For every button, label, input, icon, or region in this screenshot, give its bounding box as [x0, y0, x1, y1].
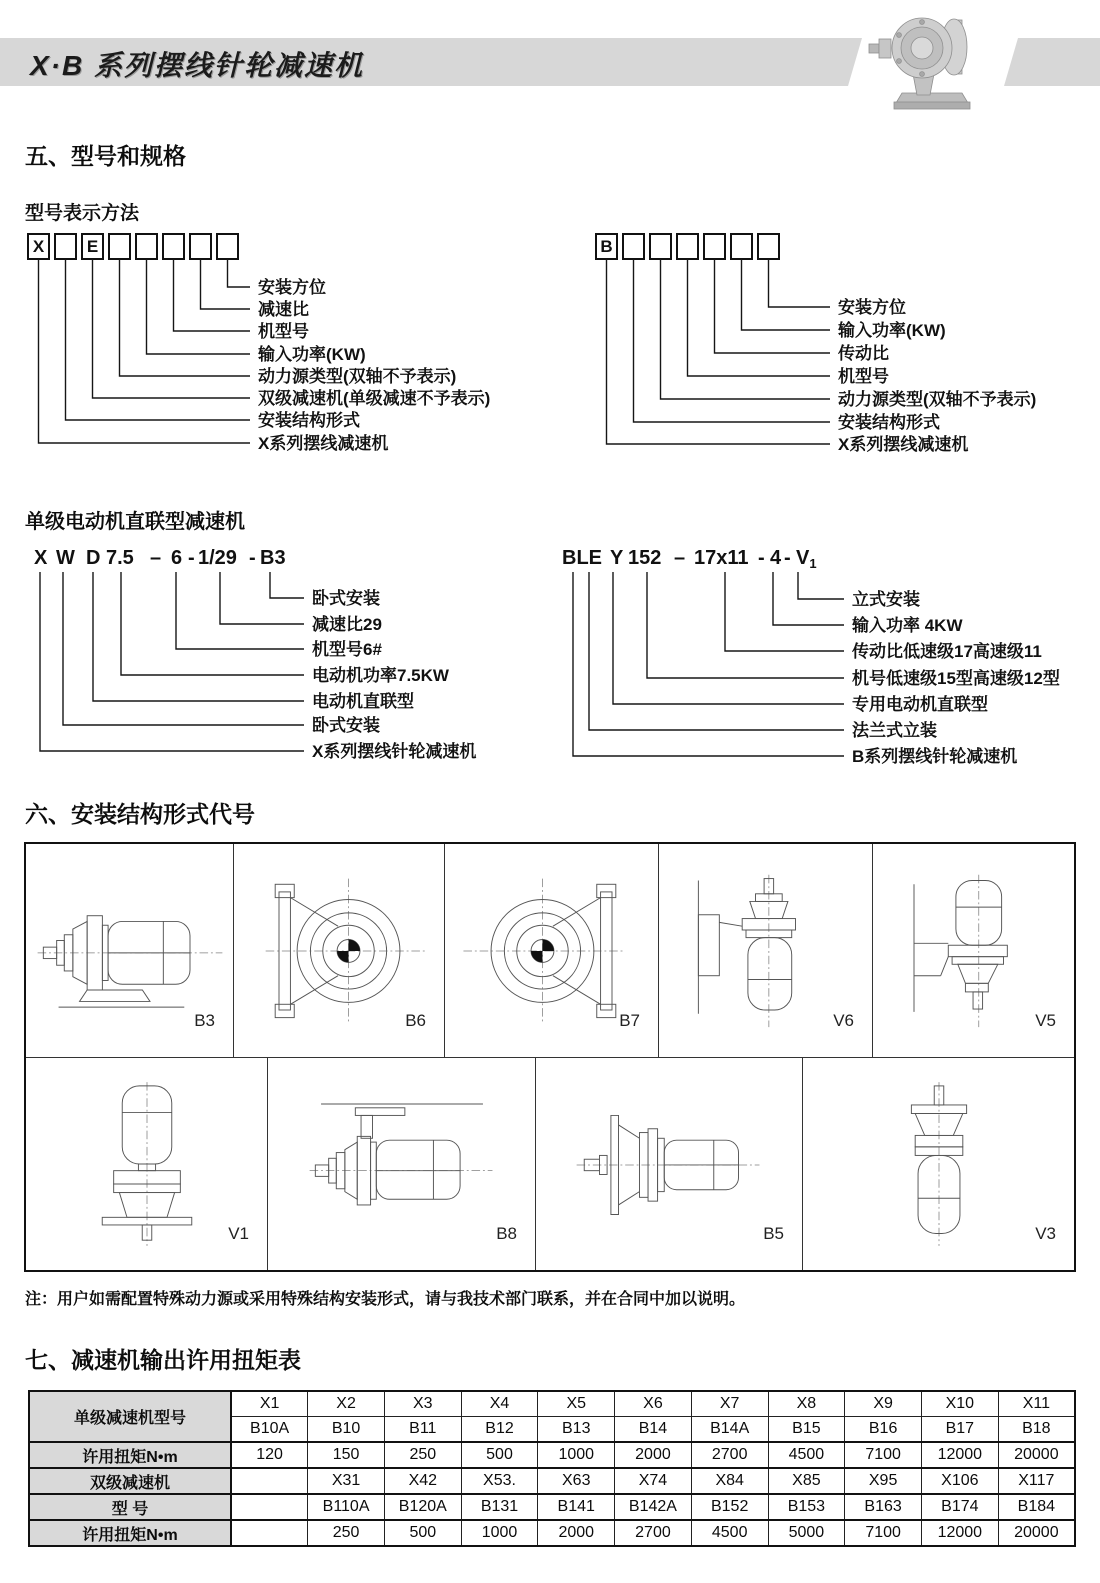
e-box-letter: E: [86, 237, 99, 256]
cell: [231, 1468, 308, 1494]
ble-example-diagram: [540, 542, 1100, 770]
cell: 2700: [691, 1442, 768, 1468]
table-row-double-x: [29, 1468, 1075, 1494]
b-box-letter: B: [600, 237, 613, 256]
cell: 12000: [921, 1520, 998, 1546]
reducer-photo: [866, 8, 996, 113]
x-code-label: 动力源类型(双轴不予表示): [258, 367, 457, 386]
cell: X106: [921, 1468, 998, 1494]
cell: B174: [921, 1494, 998, 1520]
mounting-code-label: V5: [1035, 1010, 1056, 1030]
mounting-cell-b8: [268, 1058, 536, 1271]
model-part: -: [249, 547, 256, 569]
mounting-cell-b6: [234, 844, 445, 1057]
cell: 1000: [538, 1442, 615, 1468]
cell: B120A: [384, 1494, 461, 1520]
xwd-label: 减速比29: [312, 615, 382, 634]
mounting-code-label: V6: [833, 1010, 854, 1030]
ble-label: 专用电动机直联型: [852, 695, 988, 714]
cell: X117: [998, 1468, 1075, 1494]
model-part: W: [56, 547, 75, 569]
cell: B142A: [615, 1494, 692, 1520]
model-part: Y: [610, 547, 624, 569]
x-code-label: 输入功率(KW): [258, 345, 366, 364]
model-part: –: [674, 547, 686, 569]
mounting-code-label: V3: [1035, 1224, 1056, 1243]
row-header-double-stage: 双级减速机: [29, 1468, 231, 1494]
mounting-code-label: V1: [228, 1224, 249, 1243]
model-part: -: [784, 547, 791, 569]
xwd-label: 电动机功率7.5KW: [312, 666, 449, 685]
ble-label: 传动比低速级17高速级11: [852, 642, 1042, 661]
b-code-label: 机型号: [838, 367, 889, 386]
cell: 500: [384, 1520, 461, 1546]
row-header-model: 型 号: [29, 1494, 231, 1520]
cell: B10: [308, 1417, 385, 1443]
cell: 2000: [538, 1520, 615, 1546]
model-part: D: [86, 547, 101, 569]
table-row-double-b: [29, 1494, 1075, 1520]
row-header-single-model: 单级减速机型号: [29, 1391, 231, 1442]
cell: 250: [308, 1520, 385, 1546]
mounting-code-label: B5: [763, 1224, 784, 1243]
b-code-label: 安装方位: [838, 298, 906, 317]
cell: B184: [998, 1494, 1075, 1520]
mounting-row-1: [26, 844, 1074, 1058]
model-part: BLE: [562, 547, 602, 569]
ble-label: 法兰式立装: [852, 721, 937, 740]
cell: 20000: [998, 1520, 1075, 1546]
cell: X95: [845, 1468, 922, 1494]
mounting-cell-b3: [26, 844, 234, 1057]
mounting-row-2: [26, 1058, 1074, 1271]
cell: 4500: [768, 1442, 845, 1468]
x-code-label: 安装方位: [258, 278, 326, 297]
b-code-label: X系列摆线减速机: [838, 435, 969, 454]
cell: [231, 1520, 308, 1546]
x-series-code-diagram: [20, 230, 550, 462]
mounting-cell-v6: [659, 844, 873, 1057]
cell: X63: [538, 1468, 615, 1494]
table-row-x-models: [29, 1391, 1075, 1417]
drawing-b8: [302, 1079, 502, 1249]
mounting-forms-grid: [24, 842, 1076, 1272]
ble-label: 立式安装: [852, 590, 920, 609]
cell: X4: [461, 1391, 538, 1417]
x-code-label: 机型号: [258, 322, 309, 341]
mounting-cell-v5: [873, 844, 1074, 1057]
page-title: X·B 系列摆线针轮减速机: [30, 50, 365, 81]
cell: 20000: [998, 1442, 1075, 1468]
cell: X53.: [461, 1468, 538, 1494]
table-row-double-torque: [29, 1520, 1075, 1546]
cell: 7100: [845, 1520, 922, 1546]
mounting-cell-v3: [803, 1058, 1074, 1271]
xwd-label: 机型号6#: [312, 640, 382, 659]
x-code-label: 双级减速机(单级减速不予表示): [258, 389, 491, 408]
cell: X42: [384, 1468, 461, 1494]
cell: 150: [308, 1442, 385, 1468]
section-seven-heading: 七、减速机输出许用扭矩表: [25, 1347, 301, 1373]
cell: B14: [615, 1417, 692, 1443]
mounting-code-label: B3: [194, 1010, 215, 1030]
row-header-single-torque: 许用扭矩N•m: [29, 1442, 231, 1468]
model-part: 4: [770, 547, 782, 569]
cell: 5000: [768, 1520, 845, 1546]
model-part: 17x11: [694, 547, 749, 569]
model-part: 6: [171, 547, 183, 569]
cell: B12: [461, 1417, 538, 1443]
model-method-heading: 型号表示方法: [25, 203, 140, 224]
drawing-v3: [839, 1074, 1039, 1254]
b-code-label: 安装结构形式: [838, 413, 940, 432]
table-row-single-torque: [29, 1442, 1075, 1468]
cell: B18: [998, 1417, 1075, 1443]
model-part: X: [34, 547, 48, 569]
drawing-b5: [569, 1079, 769, 1249]
model-part: B3: [260, 547, 286, 569]
cell: B131: [461, 1494, 538, 1520]
section-six-heading: 六、安装结构形式代号: [25, 801, 255, 827]
drawing-v1: [47, 1074, 247, 1254]
xwd-label: 卧式安装: [312, 589, 380, 608]
cell: X3: [384, 1391, 461, 1417]
cell: B141: [538, 1494, 615, 1520]
model-part: 7.5: [106, 547, 134, 569]
cell: X11: [998, 1391, 1075, 1417]
cell: B152: [691, 1494, 768, 1520]
model-part: $V_1$: [796, 547, 817, 571]
cell: X9: [845, 1391, 922, 1417]
cell: 250: [384, 1442, 461, 1468]
mounting-code-label: B7: [619, 1010, 640, 1030]
ble-label: 输入功率 4KW: [852, 616, 963, 635]
xwd-label: 电动机直联型: [312, 692, 414, 711]
cell: 2000: [615, 1442, 692, 1468]
cell: [231, 1494, 308, 1520]
x-code-label: X系列摆线减速机: [258, 434, 389, 453]
cell: 12000: [921, 1442, 998, 1468]
cell: B17: [921, 1417, 998, 1443]
cell: 4500: [691, 1520, 768, 1546]
cell: B11: [384, 1417, 461, 1443]
cell: 500: [461, 1442, 538, 1468]
mounting-code-label: B8: [496, 1224, 517, 1243]
x-code-label: 安装结构形式: [258, 411, 360, 430]
xwd-label: X系列摆线针轮减速机: [312, 742, 477, 761]
row-header-double-torque: 许用扭矩N•m: [29, 1520, 231, 1546]
mounting-cell-v1: [26, 1058, 268, 1271]
section-five-heading: 五、型号和规格: [25, 143, 186, 169]
torque-table: [28, 1390, 1076, 1547]
ble-label: B系列摆线针轮减速机: [852, 747, 1018, 766]
cell: B110A: [308, 1494, 385, 1520]
cell: X31: [308, 1468, 385, 1494]
cell: X74: [615, 1468, 692, 1494]
mounting-code-label: B6: [405, 1010, 426, 1030]
header-band-right-segment: [1004, 38, 1100, 86]
model-part: 152: [628, 547, 662, 569]
cell: B153: [768, 1494, 845, 1520]
mounting-cell-b5: [536, 1058, 803, 1271]
cell: X5: [538, 1391, 615, 1417]
cell: B13: [538, 1417, 615, 1443]
special-config-note: 注：用户如需配置特殊动力源或采用特殊结构安装形式，请与我技术部门联系，并在合同中加以说明。: [25, 1291, 746, 1308]
cell: 2700: [615, 1520, 692, 1546]
cell: B14A: [691, 1417, 768, 1443]
model-part: -: [758, 547, 765, 569]
cell: X84: [691, 1468, 768, 1494]
model-part: –: [150, 547, 162, 569]
b-code-label: 传动比: [838, 344, 889, 363]
cell: 7100: [845, 1442, 922, 1468]
xwd-example-diagram: [20, 542, 550, 770]
single-stage-heading: 单级电动机直联型减速机: [25, 511, 245, 533]
mounting-cell-b7: [445, 844, 659, 1057]
cell: X7: [691, 1391, 768, 1417]
x-box-letter: X: [32, 237, 45, 256]
x-code-label: 减速比: [258, 300, 309, 319]
ble-label: 机号低速级15型高速级12型: [852, 669, 1060, 688]
cell: X85: [768, 1468, 845, 1494]
cell: X2: [308, 1391, 385, 1417]
model-part: -: [188, 547, 195, 569]
cell: B163: [845, 1494, 922, 1520]
xwd-label: 卧式安装: [312, 716, 380, 735]
b-code-label: 动力源类型(双轴不予表示): [838, 390, 1037, 409]
b-series-code-diagram: [560, 230, 1100, 462]
cell: B10A: [231, 1417, 308, 1443]
cell: X10: [921, 1391, 998, 1417]
cell: B15: [768, 1417, 845, 1443]
cell: B16: [845, 1417, 922, 1443]
cell: X8: [768, 1391, 845, 1417]
cell: 120: [231, 1442, 308, 1468]
model-part: 1/29: [198, 547, 237, 569]
cell: X1: [231, 1391, 308, 1417]
b-code-label: 输入功率(KW): [838, 321, 946, 340]
cell: 1000: [461, 1520, 538, 1546]
cell: X6: [615, 1391, 692, 1417]
